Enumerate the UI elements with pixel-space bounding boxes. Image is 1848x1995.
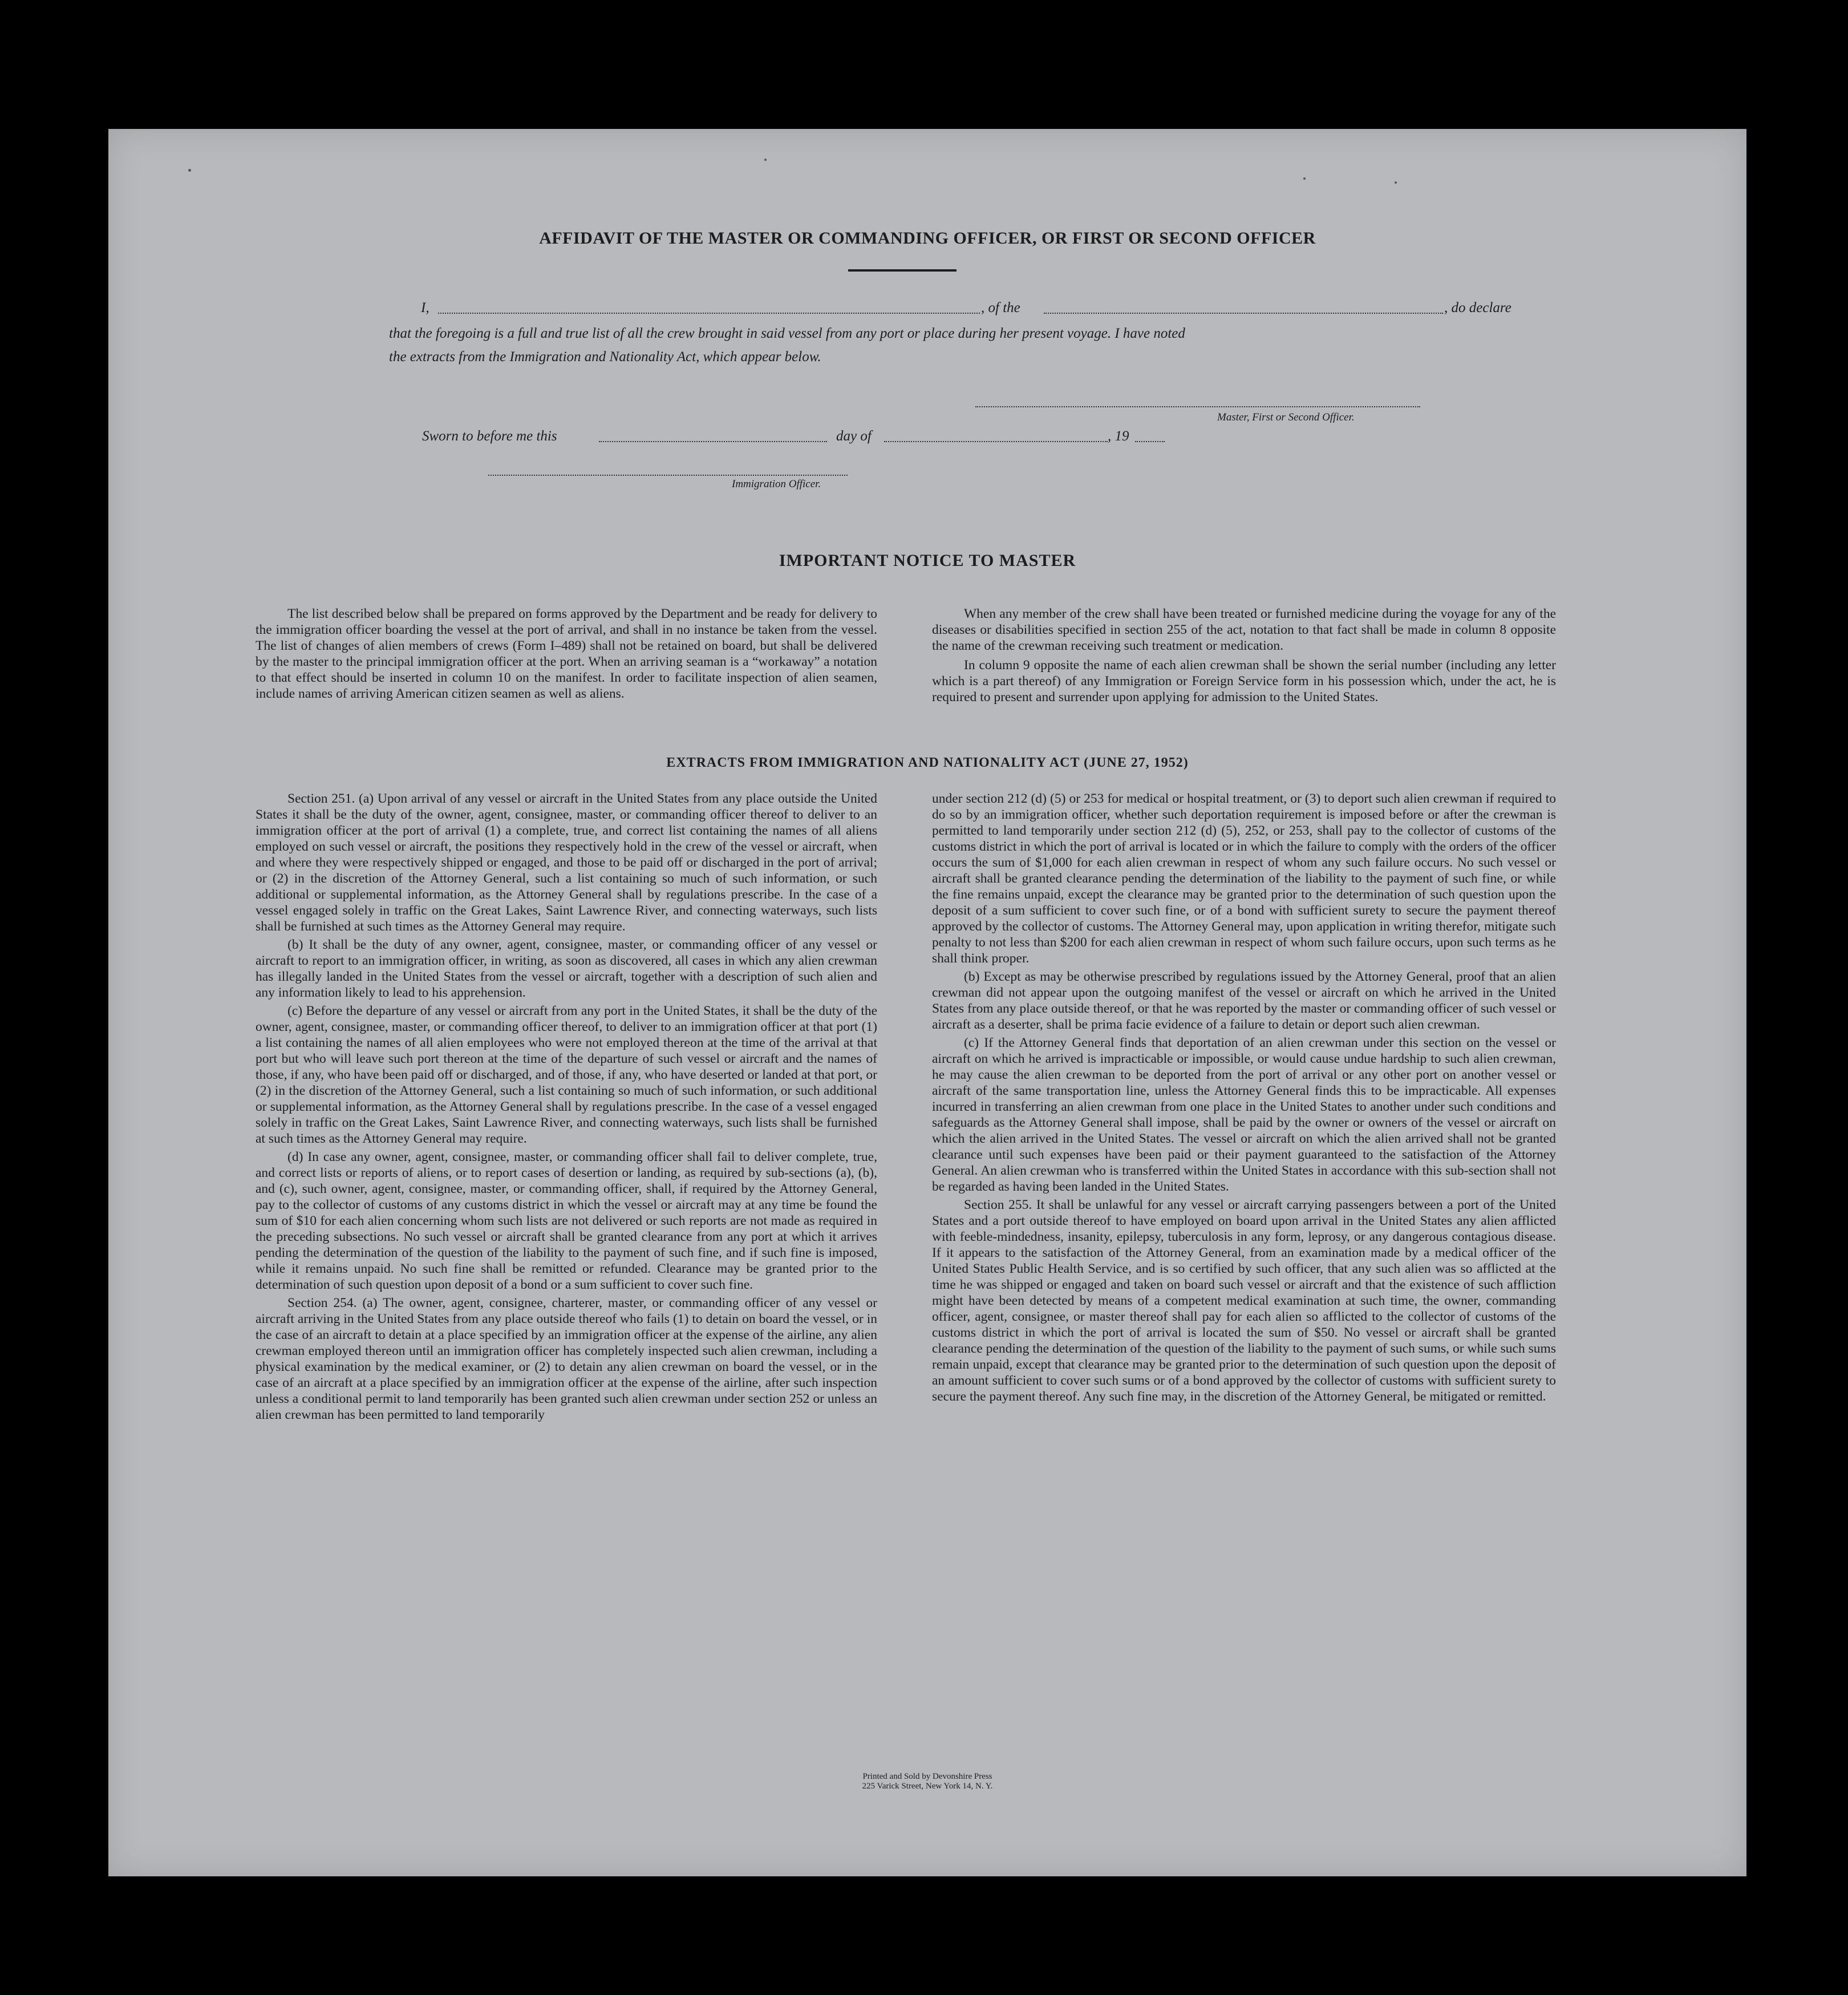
document-page [108, 129, 1746, 1876]
declaration-do-declare: , do declare [1444, 300, 1511, 315]
notice-paragraph: The list described below shall be prepared on forms approved by the Department and be ready for delivery to the immigration officer boarding the vessel at the port of arrival, and shall in no instance be taken from the vessel. The list of changes of alien members of crews (Form I–489) shall not be retained on board, but shall be delivered by the master to the principal immigration officer at the port. When an arriving seaman is a “workaway” a notation to that effect should be inserted in column 10 on the manifest. In order to facilitate inspection of alien seamen, include names of arriving American citizen seamen as well as aliens. [256, 606, 877, 701]
day-of: day of [836, 428, 872, 444]
notice-title: IMPORTANT NOTICE TO MASTER [779, 551, 1076, 570]
printer-line: Printed and Sold by Devonshire Press [862, 1772, 992, 1781]
declaration-of-the: , of the [981, 300, 1020, 315]
act-paragraph: (d) In case any owner, agent, consignee, master, or commanding officer shall fail to deliver complete, true, and correct lists or reports of aliens, or to report cases of desertion or landing, as required by sub-sections (a), (b), and (c), such owner, agent, consignee, master, or commanding officer, shall, if required by the Attorney General, pay to the collector of customs of any customs district in which the vessel or aircraft may at any time be found the sum of $10 for each alien concerning whom such lists are not delivered or such reports are not made as required in the preceding subsections. No such vessel or aircraft shall be granted clearance from any port at which it arrives pending the determination of the question of the liability to the payment of such fine, and if such fine is imposed, while it remains unpaid. No such fine shall be remitted or refunded. Clearance may be granted prior to the determination of such question upon deposit of a bond or a sum sufficient to cover such fine. [256, 1150, 877, 1292]
master-caption: Master, First or Second Officer. [1217, 411, 1355, 423]
vessel-fill-line [1044, 313, 1443, 314]
immigration-officer-caption: Immigration Officer. [732, 478, 821, 490]
master-signature-line [975, 406, 1420, 407]
printer-line: 225 Varick Street, New York 14, N. Y. [862, 1782, 993, 1791]
notice-paragraph: In column 9 opposite the name of each alien crewman shall be shown the serial number (including any letter which is a part thereof) of any Immigration or Foreign Service form in his possession which, under the act, he is required to present and surrender upon applying for admission to the United States. [932, 658, 1556, 705]
affidavit-title: AFFIDAVIT OF THE MASTER OR COMMANDING OFFICER, OR FIRST OR SECOND OFFICER [539, 229, 1316, 248]
act-paragraph: under section 212 (d) (5) or 253 for medical or hospital treatment, or (3) to deport such alien crewman if required to do so by an immigration officer, whether such deportation requirement is imposed before or after the crewman is permitted to land temporarily under section 212 (d) (5), 252, or 253, shall pay to the collector of customs of the customs district in which the port of arrival is located or in which the failure to comply with the orders of the officer occurs the sum of $1,000 for each alien crewman in respect of whom any such failure occurs. No such vessel or aircraft shall be granted clearance pending the determination of the liability to the payment of such fine, or while the fine remains unpaid, except the clearance may be granted prior to the determination of such question upon the deposit of a sum sufficient to cover such fine, or of a bond with sufficient surety to secure the payment thereof approved by the collector of customs. The Attorney General may, upon application in writing therefor, mitigate such penalty to not less than $200 for each alien crewman in respect of whom such failure occurs, upon such terms as he shall think proper. [932, 791, 1556, 966]
declaration-i: I, [421, 300, 429, 315]
sworn-text: Sworn to before me this [422, 428, 557, 444]
month-fill-line [884, 441, 1108, 442]
year-fill-line [1135, 441, 1165, 442]
title-rule [848, 269, 957, 272]
declaration-line-2: that the foregoing is a full and true list of all the crew brought in said vessel from any port or place during her present voyage. I have noted [389, 326, 1185, 341]
act-paragraph: Section 254. (a) The owner, agent, consignee, charterer, master, or commanding officer of any vessel or aircraft arriving in the United States from any place outside thereof who fails (1) to detain on board the vessel, or in the case of an aircraft to detain at a place specified by an immigration officer at the expense of the airline, any alien crewman employed thereon until an immigration officer has completely inspected such alien crewman, including a physical examination by the medical examiner, or (2) to detain any alien crewman on board the vessel, or in the case of an aircraft at a place specified by an immigration officer at the expense of the airline, after such inspection unless a conditional permit to land temporarily has been granted such alien crewman under section 252 or unless an alien crewman has been permitted to land temporarily [256, 1296, 877, 1422]
act-paragraph: Section 255. It shall be unlawful for any vessel or aircraft carrying passengers between a port of the United States and a port outside thereof to have employed on board upon arrival in the United States any alien afflicted with feeble-mindedness, insanity, epilepsy, tuberculosis in any form, leprosy, or any dangerous contagious disease. If it appears to the satisfaction of the Attorney General, from an examination made by a medical officer of the United States Public Health Service, and is so certified by such officer, that any such alien was so afflicted at the time he was shipped or engaged and taken on board such vessel or aircraft and that the existence of such affliction might have been detected by means of a competent medical examination at such time, the owner, commanding officer, agent, consignee, or master thereof shall pay for each alien so afflicted to the collector of customs of the customs district in which the port of arrival is located the sum of $50. No vessel or aircraft shall be granted clearance pending the determination of the question of the liability to the payment of such sums, or while such sums remain unpaid, except that clearance may be granted prior to the determination of such question upon the deposit of an amount sufficient to cover such sums or of a bond approved by the collector of customs with sufficient surety to secure the payment thereof. Any such fine may, in the discretion of the Attorney General, be mitigated or remitted. [932, 1197, 1556, 1404]
sworn-date-line [599, 441, 827, 442]
immigration-officer-signature-line [488, 475, 848, 476]
notice-right-column [932, 606, 1556, 709]
name-fill-line [438, 313, 980, 314]
act-paragraph: (c) Before the departure of any vessel or aircraft from any port in the United States, it shall be the duty of the owner, agent, consignee, master, or commanding officer thereof, to deliver to an immigration officer at that port (1) a list containing the names of all alien employees who were not employed thereon at the time of the arrival at that port but who will leave such port thereon at the time of the departure of such vessel or aircraft and the names of those, if any, who have been paid off or discharged, and of those, if any, who have deserted or landed at that port, or (2) in the discretion of the Attorney General, such a list containing so much of such information, or such additional or supplemental information, as the Attorney General shall by regulations prescribe. In the case of a vessel engaged solely in traffic on the Great Lakes, Saint Lawrence River, and connecting waterways, such lists shall be furnished at such times as the Attorney General may require. [256, 1003, 877, 1146]
declaration-line-3: the extracts from the Immigration and Nationality Act, which appear below. [389, 349, 821, 365]
act-paragraph: (c) If the Attorney General finds that deportation of an alien crewman under this section on the vessel or aircraft on which he arrived is impracticable or impossible, or would cause undue hardship to such alien crewman, he may cause the alien crewman to be deported from the port of arrival or any other port on another vessel or aircraft of the same transportation line, unless the Attorney General finds this to be impracticable. All expenses incurred in transferring an alien crewman from one place in the United States to another under such conditions and safeguards as the Attorney General shall impose, shall be paid by the owner or owners of the vessel or aircraft on which the alien arrived in the United States. The vessel or aircraft on which the alien arrived shall not be granted clearance until such expenses have been paid or their payment guaranteed to the satisfaction of the Attorney General. An alien crewman who is transferred within the United States in accordance with this sub-section shall not be regarded as having been landed in the United States. [932, 1035, 1556, 1194]
printer-imprint [108, 1772, 1746, 1791]
extracts-right-column [932, 791, 1556, 1407]
notice-paragraph: When any member of the crew shall have been treated or furnished medicine during the voyage for any of the diseases or disabilities specified in section 255 of the act, notation to that fact shall be made in column 8 opposite the name of the crewman receiving such treatment or medication. [932, 606, 1556, 653]
act-paragraph: (b) It shall be the duty of any owner, agent, consignee, master, or commanding officer of any vessel or aircraft to report to an immigration officer, in writing, as soon as discovered, all cases in which any alien crewman has illegally landed in the United States from the vessel or aircraft, together with a description of such alien and any information likely to lead to his apprehension. [256, 937, 877, 1000]
act-paragraph: (b) Except as may be otherwise prescribed by regulations issued by the Attorney General, proof that an alien crewman did not appear upon the outgoing manifest of the vessel or aircraft on which he arrived in the United States from any place outside thereof, or that he was reported by the master or commanding officer of such vessel or aircraft as a deserter, shall be prima facie evidence of a failure to detain or deport such alien crewman. [932, 969, 1556, 1032]
extracts-title: EXTRACTS FROM IMMIGRATION AND NATIONALITY ACT (JUNE 27, 1952) [666, 755, 1189, 770]
act-paragraph: Section 251. (a) Upon arrival of any vessel or aircraft in the United States from any place outside the United States it shall be the duty of the owner, agent, consignee, master, or commanding officer thereof to deliver to an immigration officer at the port of arrival (1) a complete, true, and correct list containing the names of all aliens employed on such vessel or aircraft, the positions they respectively hold in the crew of the vessel or aircraft, when and where they were respectively shipped or engaged, and those to be paid off or discharged in the port of arrival; or (2) in the discretion of the Attorney General, such a list containing so much of such information, or such additional or supplemental information, as the Attorney General shall by regulations prescribe. In the case of a vessel engaged solely in traffic on the Great Lakes, Saint Lawrence River, and connecting waterways, such lists shall be furnished at such times as the Attorney General may require. [256, 791, 877, 934]
year-prefix: , 19 [1108, 428, 1129, 444]
notice-left-column [256, 606, 877, 705]
extracts-left-column [256, 791, 877, 1425]
